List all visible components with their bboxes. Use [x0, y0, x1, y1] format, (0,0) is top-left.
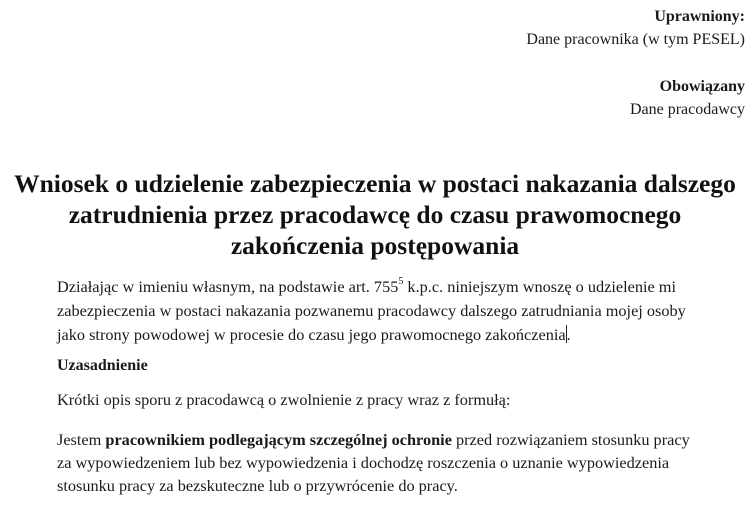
intro-text: jako strony powodowej w procesie do czasu jego prawomocnego zakończenia	[57, 325, 566, 344]
title-line: Wniosek o udzielenie zabezpieczenia w postaci nakazania dalszego	[14, 169, 736, 198]
intro-line	[57, 275, 747, 299]
obligor-label: Obowiązany	[659, 78, 745, 95]
statement-text: przed rozwiązaniem stosunku pracy	[451, 430, 690, 449]
intro-text: Działając w imieniu własnym, na podstawie art. 755	[57, 277, 399, 296]
intro-text: k.p.c. niniejszym wnoszę o udzielenie mi	[403, 277, 676, 296]
intro-text: .	[566, 325, 571, 344]
claimant-label: Uprawniony:	[654, 8, 745, 25]
obligor-block	[630, 76, 745, 121]
statement-text: Jestem	[57, 430, 106, 449]
statement-emphasis: pracownikiem podlegającym szczególnej ochronie	[105, 430, 452, 449]
claimant-value[interactable]: Dane pracownika (w tym PESEL)	[526, 31, 745, 48]
title-line: zatrudnienia przez pracodawcę do czasu prawomocnego	[68, 200, 682, 229]
dispute-summary[interactable]: Krótki opis sporu z pracodawcą o zwolnienie z pracy wraz z formułą:	[57, 390, 511, 409]
obligor-value[interactable]: Dane pracodawcy	[629, 101, 745, 118]
claimant-block	[526, 6, 745, 51]
statement-line: za wypowiedzeniem lub bez wypowiedzenia i dochodzę roszczenia o uznanie wypowiedzenia	[57, 453, 670, 472]
intro-line	[57, 323, 747, 347]
statement-paragraph[interactable]	[57, 428, 747, 497]
justification-heading: Uzasadnienie	[57, 357, 148, 374]
statement-line: stosunku pracy za bezskuteczne lub o przywrócenie do pracy.	[57, 476, 458, 495]
intro-line: zabezpieczenia w postaci nakazania pozwanemu pracodawcy dalszego zatrudniania mojej osoby	[57, 301, 686, 320]
document-title	[0, 168, 750, 261]
article-superscript: 5	[398, 276, 404, 287]
title-line: zakończenia postępowania	[230, 231, 520, 260]
statement-line	[57, 428, 747, 451]
intro-paragraph[interactable]	[57, 275, 747, 347]
